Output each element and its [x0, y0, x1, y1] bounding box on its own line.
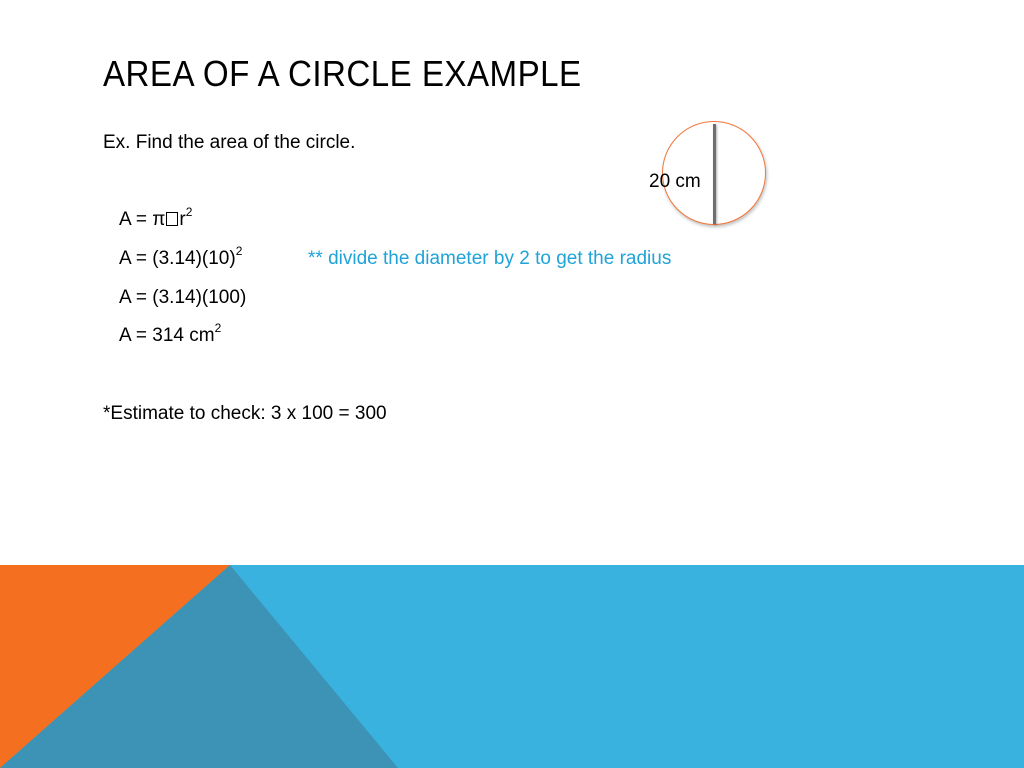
multiplication-line: A = (3.14)(100) — [119, 287, 247, 308]
footer-decoration — [0, 565, 1024, 768]
formula-variable: r — [179, 209, 186, 230]
example-prompt: Ex. Find the area of the circle. — [103, 132, 356, 153]
result-text: A = 314 cm — [119, 325, 215, 346]
formula-prefix: A = π — [119, 209, 166, 230]
result-line — [119, 320, 222, 348]
substitution-exponent: 2 — [235, 243, 243, 258]
missing-glyph-box — [166, 212, 178, 226]
diameter-label: 20 cm — [649, 171, 701, 192]
diameter-line — [713, 124, 716, 224]
radius-note: ** divide the diameter by 2 to get the radius — [308, 248, 672, 269]
substitution-text: A = (3.14)(10) — [119, 248, 236, 269]
formula-exponent: 2 — [185, 204, 193, 219]
formula-line — [119, 204, 193, 232]
result-exponent: 2 — [214, 320, 222, 335]
substitution-line — [119, 243, 243, 271]
estimate-line: *Estimate to check: 3 x 100 = 300 — [103, 403, 387, 424]
slide-title: AREA OF A CIRCLE EXAMPLE — [103, 53, 582, 94]
